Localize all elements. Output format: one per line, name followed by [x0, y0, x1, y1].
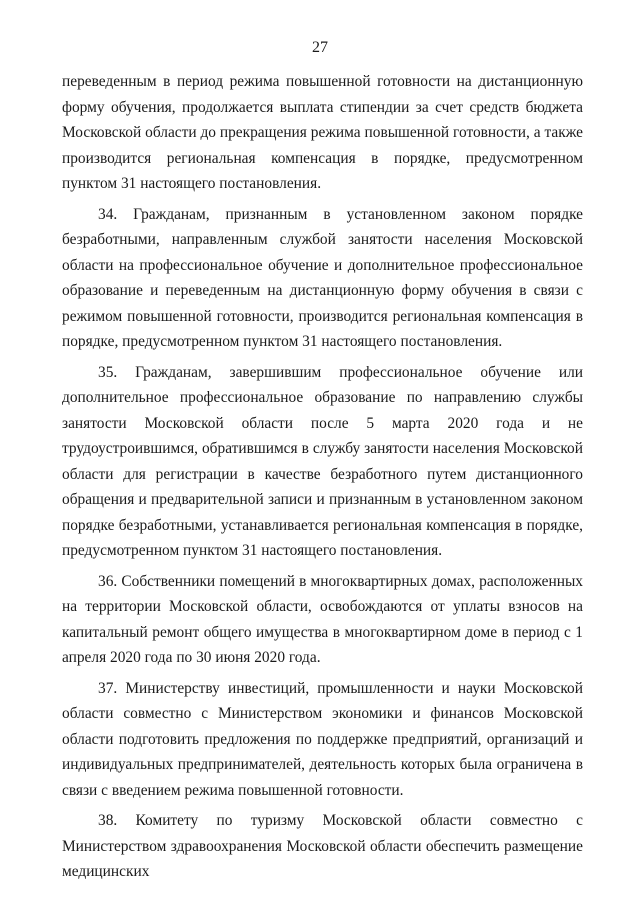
paragraph-item-37: 37. Министерству инвестиций, промышленности и науки Московской области совместно с Министерством экономики и финансов Московской области подготовить предложения по поддержке предприятий, организаций и индивидуальных предпринимателей, деятельность которых была ограничена в связи с введением режима повышенной готовности. [62, 679, 583, 799]
paragraph-item-34: 34. Гражданам, признанным в установленном законом порядке безработными, направленным службой занятости населения Московской области на профессиональное обучение и дополнительное профессиональное образование и переведенным на дистанционную форму обучения в связи с режимом повышенной готовности, производится региональная компенсация в порядке, предусмотренном пунктом 31 настоящего постановления. [62, 205, 583, 350]
paragraph-continuation: переведенным в период режима повышенной готовности на дистанционную форму обучения, продолжается выплата стипендии за счет средств бюджета Московской области до прекращения режима повышенной готовности, а также производится региональная компенсация в порядке, предусмотренном пунктом 31 настоящего постановления. [62, 73, 583, 192]
paragraph-item-38: 38. Комитету по туризму Московской области совместно с Министерством здравоохранения Московской области обеспечить размещение медицинских [62, 812, 583, 880]
paragraph-item-35: 35. Гражданам, завершившим профессиональное обучение или дополнительное профессиональное образование по направлению службы занятости Московской области после 5 марта 2020 года и не трудоустроившимся, обратившимся в службу занятости населения Московской области для регистрации в качестве безработного путем дистанционного обращения и предварительной записи и признанным в установленном законом порядке безработными, устанавливается региональная компенсация в порядке, предусмотренном пунктом 31 настоящего постановления. [62, 363, 583, 559]
page-number: 27 [312, 39, 328, 56]
paragraph-item-36: 36. Собственники помещений в многоквартирных домах, расположенных на территории Московской области, освобождаются от уплаты взносов на капитальный ремонт общего имущества в многоквартирном доме в период с 1 апреля 2020 года по 30 июня 2020 года. [62, 572, 583, 666]
document-body [62, 69, 583, 890]
